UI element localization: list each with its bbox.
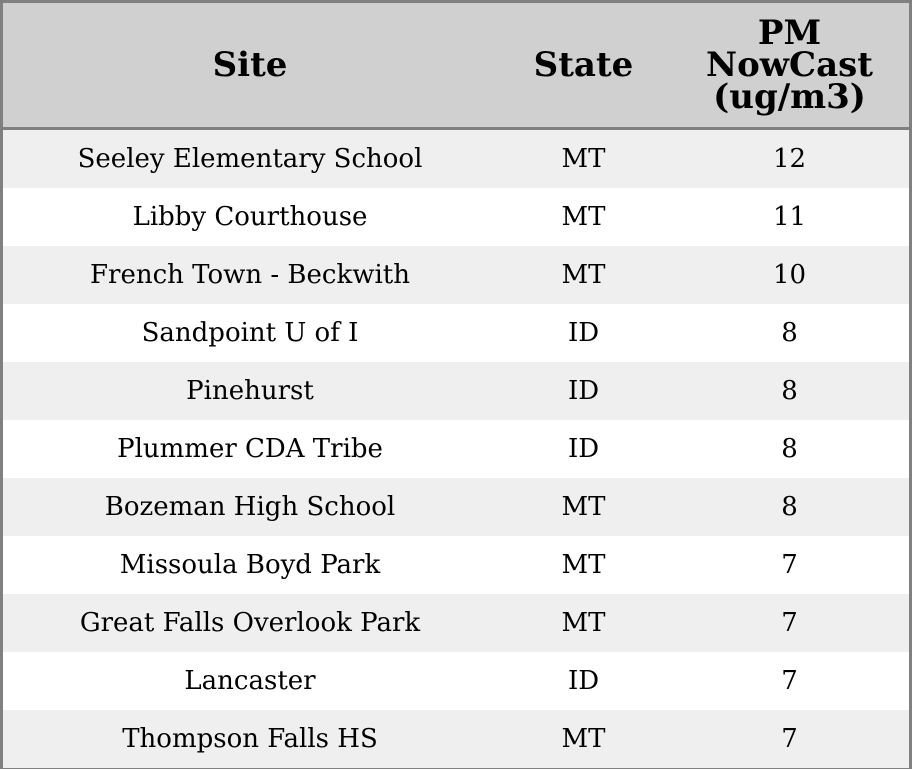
cell-pm-nowcast: 8 [670, 362, 909, 420]
cell-state: MT [497, 710, 670, 768]
cell-pm-nowcast: 10 [670, 246, 909, 304]
cell-state: MT [497, 246, 670, 304]
header-pm-line-1: PM [757, 13, 822, 53]
table-row [3, 246, 909, 304]
cell-state: MT [497, 536, 670, 594]
cell-site: French Town - Beckwith [3, 246, 497, 304]
cell-state: MT [497, 188, 670, 246]
table-body [3, 129, 909, 769]
cell-pm-nowcast: 7 [670, 594, 909, 652]
cell-pm-nowcast: 8 [670, 304, 909, 362]
cell-pm-nowcast: 7 [670, 652, 909, 710]
pm-nowcast-table [3, 3, 909, 768]
cell-site: Lancaster [3, 652, 497, 710]
table-header [3, 3, 909, 129]
table-row [3, 188, 909, 246]
cell-pm-nowcast: 11 [670, 188, 909, 246]
header-state [497, 3, 670, 129]
cell-state: ID [497, 304, 670, 362]
table-row [3, 478, 909, 536]
cell-site: Plummer CDA Tribe [3, 420, 497, 478]
cell-state: ID [497, 362, 670, 420]
table-row [3, 362, 909, 420]
cell-state: MT [497, 478, 670, 536]
cell-site: Missoula Boyd Park [3, 536, 497, 594]
cell-state: ID [497, 420, 670, 478]
header-site-label: Site [212, 45, 288, 85]
table-row [3, 536, 909, 594]
cell-site: Thompson Falls HS [3, 710, 497, 768]
header-site [3, 3, 497, 129]
table-row [3, 710, 909, 768]
cell-site: Seeley Elementary School [3, 129, 497, 189]
header-row [3, 3, 909, 129]
header-pm-line-3: (ug/m3) [713, 77, 866, 117]
header-pm-nowcast [670, 3, 909, 129]
header-state-label: State [533, 45, 634, 85]
cell-state: ID [497, 652, 670, 710]
cell-pm-nowcast: 7 [670, 710, 909, 768]
cell-site: Great Falls Overlook Park [3, 594, 497, 652]
table-row [3, 594, 909, 652]
cell-pm-nowcast: 8 [670, 478, 909, 536]
table-row [3, 420, 909, 478]
table-row [3, 304, 909, 362]
cell-site: Libby Courthouse [3, 188, 497, 246]
cell-site: Pinehurst [3, 362, 497, 420]
cell-pm-nowcast: 12 [670, 129, 909, 189]
cell-site: Sandpoint U of I [3, 304, 497, 362]
cell-pm-nowcast: 8 [670, 420, 909, 478]
header-pm-line-2: NowCast [706, 45, 873, 85]
table-row [3, 129, 909, 189]
cell-state: MT [497, 129, 670, 189]
cell-site: Bozeman High School [3, 478, 497, 536]
cell-pm-nowcast: 7 [670, 536, 909, 594]
table-row [3, 652, 909, 710]
cell-state: MT [497, 594, 670, 652]
